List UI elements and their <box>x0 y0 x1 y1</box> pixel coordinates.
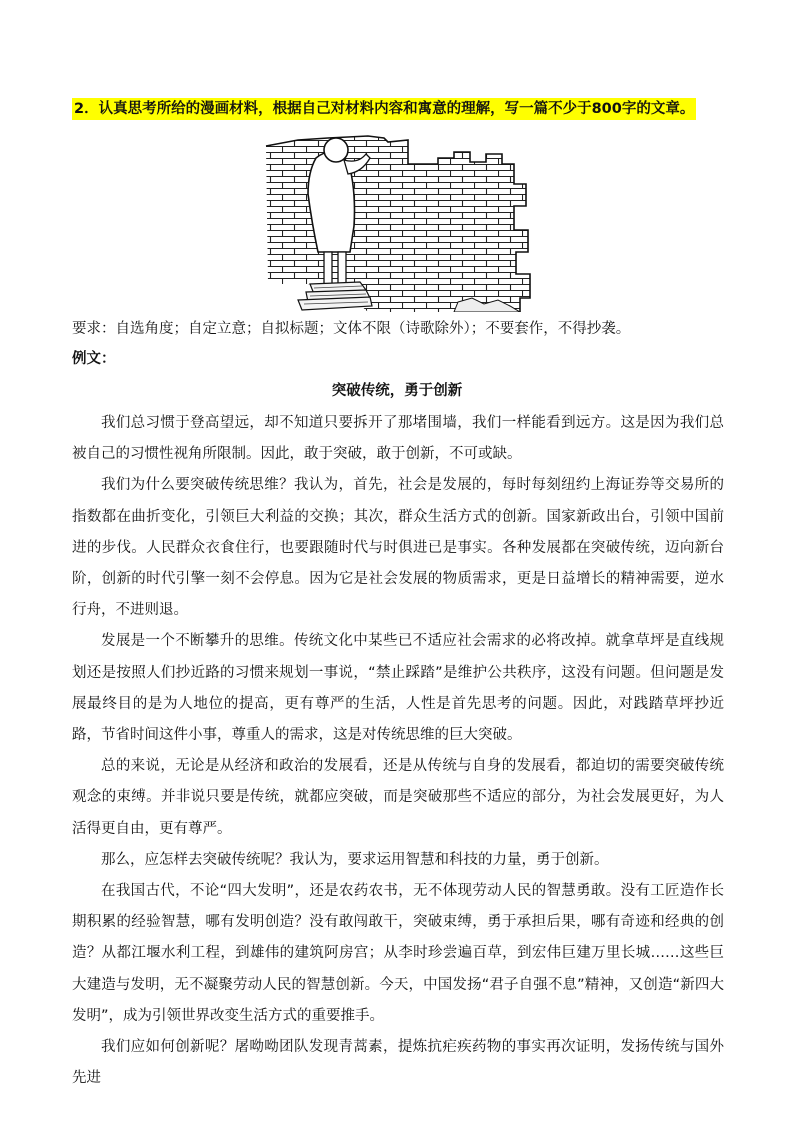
question-prompt: 2．认真思考所给的漫画材料，根据自己对材料内容和寓意的理解，写一篇不少于800字的文章。 <box>72 98 696 120</box>
essay-title: 突破传统，勇于创新 <box>331 383 463 399</box>
essay-paragraph: 那么，应怎样去突破传统呢？我认为，要求运用智慧和科技的力量，勇于创新。 <box>101 851 609 868</box>
essay-paragraph: 在我国古代，不论“四大发明”，还是农药农书，无不体现劳动人民的智慧勇敢。没有工匠造作长期积累的经验智慧，哪有发明创造？没有敢闯敢干，突破束缚，勇于承担后果，哪有奇迹和经典的创造？从都江堰水利工程，到雄伟的建筑阿房宫；从李时珍尝遍百草，到宏伟巨建万里长城……这些巨大建造与发明，无不凝聚劳动人民的智慧创新。今天，中国发扬“君子自强不息”精神，又创造“新四大发明”，成为引领世界改变生活方式的重要推手。 <box>72 883 724 1024</box>
essay-body <box>72 408 724 1094</box>
man-on-bricks-peeking-over-wall-illustration <box>258 134 536 312</box>
writing-requirements: 要求：自选角度；自定立意；自拟标题；文体不限（诗歌除外）；不要套作，不得抄袭。 <box>72 321 631 337</box>
essay-paragraph: 总的来说，无论是从经济和政治的发展看，还是从传统与自身的发展看，都迫切的需要突破传统观念的束缚。并非说只要是传统，就都应突破，而是突破那些不适应的部分，为社会发展更好，为人活得更自由，更有尊严。 <box>72 758 724 837</box>
essay-paragraph: 我们总习惯于登高望远，却不知道只要拆开了那堵围墙，我们一样能看到远方。这是因为我们总被自己的习惯性视角所限制。因此，敢于突破，敢于创新，不可或缺。 <box>72 415 724 463</box>
essay-paragraph: 我们应如何创新呢？屠呦呦团队发现青蒿素，提炼抗疟疾药物的事实再次证明，发扬传统与国外先进 <box>72 1039 724 1087</box>
essay-paragraph: 我们为什么要突破传统思维？我认为，首先，社会是发展的，每时每刻纽约上海证券等交易所的指数都在曲折变化，引领巨大利益的交换；其次，群众生活方式的创新。国家新政出台，引领中国前进的步伐。人民群众衣食住行，也要跟随时代与时俱进已是事实。各种发展都在突破传统，迈向新台阶，创新的时代引擎一刻不会停息。因为它是社会发展的物质需求，更是日益增长的精神需要，逆水行舟，不进则退。 <box>72 477 724 619</box>
example-label: 例文： <box>72 351 116 367</box>
essay-paragraph: 发展是一个不断攀升的思维。传统文化中某些已不适应社会需求的必将改掉。就拿草坪是直线规划还是按照人们抄近路的习惯来规划一事说，“禁止踩踏”是维护公共秩序，这没有问题。但问题是发展最终目的是为人地位的提高，更有尊严的生活，人性是首先思考的问题。因此，对践踏草坪抄近路，节省时间这件小事，尊重人的需求，这是对传统思维的巨大突破。 <box>72 633 724 744</box>
